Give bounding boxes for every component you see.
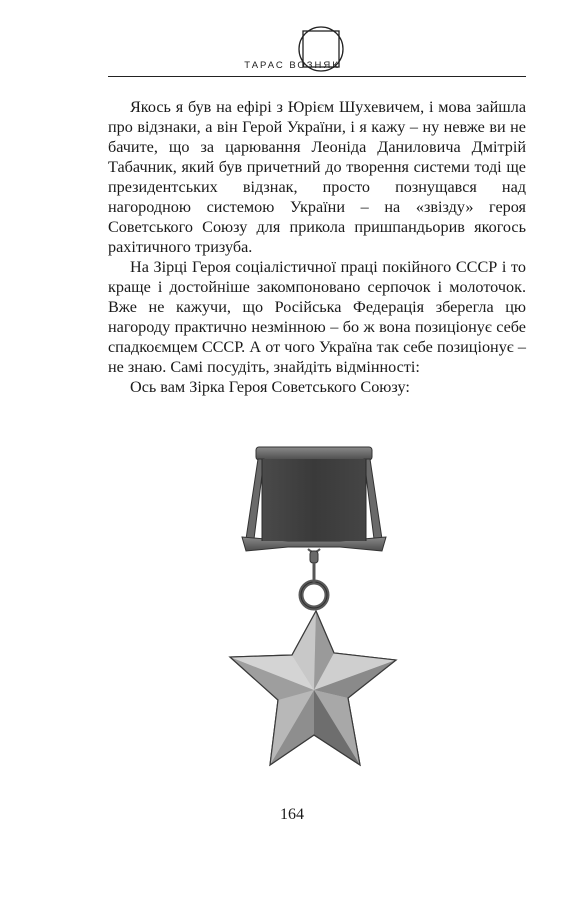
hero-star-medal-icon <box>228 445 400 777</box>
paragraph: Ось вам Зірка Героя Советського Союзу: <box>130 378 410 396</box>
paragraph: Якось я був на ефірі з Юрієм Шухевичем, і мова зайшла про відзнаки, а він Герой України, і я кажу – ну невже ви не бачите, що за царювання Леоніда Даниловича Дмітрій Табачник, який був причетний до творення системи тоді ще президентських відзнак, просто познущався над нагородною системою України – на «звізду» героя Советського Союзу для прикола пришпандьорив якогось рахітичного тризуба. <box>108 98 526 256</box>
header-rule <box>108 76 526 77</box>
running-header-author: ТАРАС ВОЗНЯК <box>244 60 340 71</box>
body-text <box>108 97 526 397</box>
paragraph: На Зірці Героя соціалістичної праці покійного СССР і то краще і достойніше закомпоновано серпочок і молоточок. Вже не кажучи, що Російська Федерація зберегла цю нагороду практично незмінною – бо ж вона позиціонує себе спадкоємцем СССР. А от чого Україна так себе позиціонує – не знаю. Самі посудіть, знайдіть відмінності: <box>108 258 526 376</box>
page-number: 164 <box>280 806 304 823</box>
